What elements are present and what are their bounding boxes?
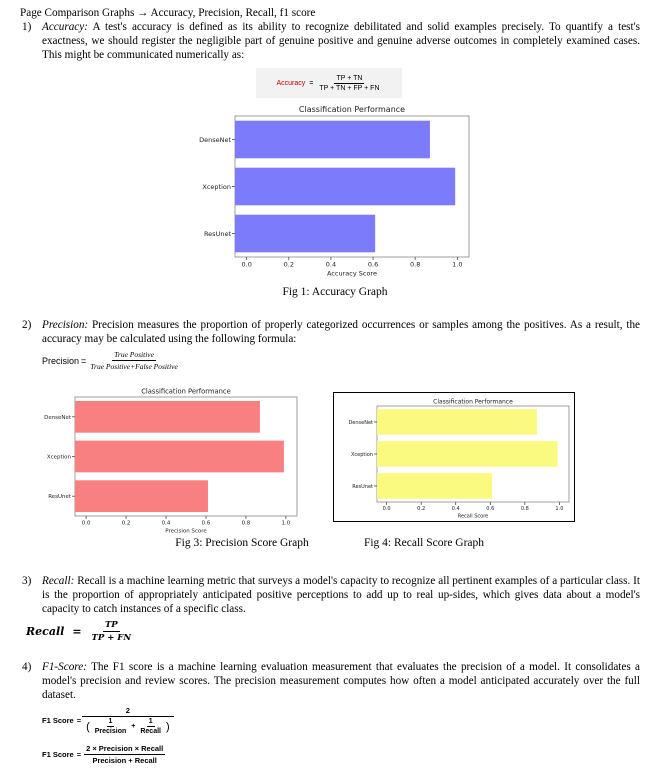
precision-text: Precision measures the proportion of properly categorized occurrences or samples among the positives. As a result, the accuracy may be calculated using the following formula: xyxy=(42,319,640,346)
x-tick-label: 0.6 xyxy=(486,506,495,512)
y-tick-label: ResUnet xyxy=(48,494,71,501)
f1-number: 4) xyxy=(22,661,32,673)
x-tick-label: 0.4 xyxy=(325,260,337,269)
precision-formula-denominator: True Positive+False Positive xyxy=(90,362,178,371)
x-tick-label: 1.0 xyxy=(281,520,291,527)
x-tick-label: 1.0 xyxy=(452,260,463,269)
bar-densenet xyxy=(75,401,260,433)
f1-formula1-numerator: 2 xyxy=(82,706,174,717)
recall-paragraph xyxy=(42,574,640,617)
accuracy-caption: Fig 1: Accuracy Graph xyxy=(282,286,388,298)
accuracy-formula-denominator: TP + TN + FP + FN xyxy=(319,84,380,92)
bar-densenet xyxy=(235,121,430,159)
chart-title: Classification Performance xyxy=(298,105,406,114)
f1-formula1-p-num: 1 xyxy=(108,718,113,725)
x-axis-label: Recall Score xyxy=(457,513,489,520)
y-tick-label: DenseNet xyxy=(348,419,373,426)
y-tick-label: DenseNet xyxy=(199,135,231,144)
accuracy-term: Accuracy: xyxy=(42,21,88,33)
x-tick-label: 0.6 xyxy=(201,520,211,527)
x-tick-label: 0.8 xyxy=(241,520,251,527)
recall-text: Recall is a machine learning metric that surveys a model's capacity to recognize all pertinent examples of a particular class. It is the proportion of appropriately anticipated positive perceptions to add up to real up-sides, which gives data about a model's capacity to catch instances of a specific class. xyxy=(42,575,641,616)
chart-title: Classification Performance xyxy=(433,398,513,406)
f1-formula2-numerator: 2 × Precision × Recall xyxy=(86,744,164,753)
x-tick-label: 0.8 xyxy=(410,260,421,269)
x-tick-label: 0.2 xyxy=(121,520,131,527)
precision-chart xyxy=(30,380,322,536)
x-tick-label: 0.2 xyxy=(417,506,426,512)
f1-formula1-eq: = xyxy=(76,716,82,725)
f1-formula-2 xyxy=(42,744,165,765)
y-tick-label: Xception xyxy=(202,182,231,191)
f1-term: F1-Score: xyxy=(42,661,87,673)
bar-resunet xyxy=(235,215,375,253)
x-axis-label: Accuracy Score xyxy=(327,269,377,278)
recall-formula-lhs: Recall xyxy=(26,625,65,638)
precision-formula-eq: = xyxy=(81,355,87,366)
f1-formula-1: F1 Score = 2 ( $\frac{1}{\text{Precision}}$ + $\frac{1}{\text{Recall}}$ ) xyxy=(42,706,172,735)
precision-formula-numerator: True Positive xyxy=(114,350,154,359)
bar-xception xyxy=(235,168,455,206)
accuracy-chart xyxy=(190,100,480,284)
y-tick-label: ResUnet xyxy=(203,229,231,238)
x-tick-label: 0.0 xyxy=(382,506,391,512)
x-tick-label: 1.0 xyxy=(555,506,564,512)
f1-formula2-denominator: Precision + Recall xyxy=(92,756,157,765)
x-tick-label: 0.6 xyxy=(367,260,379,269)
f1-paragraph xyxy=(42,660,640,703)
precision-formula-lhs: Precision xyxy=(42,355,80,366)
precision-term: Precision: xyxy=(42,319,89,331)
page-heading: Page Comparison Graphs → Accuracy, Precision, Recall, f1 score xyxy=(20,7,316,19)
recall-figure-frame xyxy=(333,392,575,522)
accuracy-paragraph xyxy=(42,20,640,63)
chart-title: Classification Performance xyxy=(141,387,231,396)
f1-formula1-r-den: Recall xyxy=(140,728,161,735)
x-tick-label: 0.8 xyxy=(520,506,529,512)
y-tick-label: Xception xyxy=(350,451,373,458)
accuracy-formula-lhs: Accuracy xyxy=(276,79,306,87)
recall-formula-denominator: TP + FN xyxy=(91,633,132,643)
recall-formula-numerator: TP xyxy=(104,620,118,630)
accuracy-number: 1) xyxy=(22,21,32,33)
accuracy-formula-eq: = xyxy=(309,79,314,87)
bar-xception xyxy=(75,441,284,473)
accuracy-text: A test's accuracy is defined as its ability to recognize debilitated and solid examples precisely. To quantify a test's exactness, we should register the negligible part of genuine positive and genuine adverse outcomes in completely examined cases. This might be communicated numerically as: xyxy=(42,21,640,62)
f1-formula1-plus: + xyxy=(131,723,136,730)
recall-formula-eq: = xyxy=(72,625,82,638)
recall-formula xyxy=(26,620,133,643)
precision-caption: Fig 3: Precision Score Graph xyxy=(175,537,309,549)
accuracy-formula xyxy=(256,68,402,98)
x-tick-label: 0.4 xyxy=(161,520,171,527)
f1-formula1-lhs: F1 Score xyxy=(42,716,74,725)
x-tick-label: 0.4 xyxy=(451,506,460,512)
precision-formula xyxy=(42,350,180,371)
y-tick-label: ResUnet xyxy=(352,483,373,490)
recall-caption: Fig 4: Recall Score Graph xyxy=(363,537,485,549)
x-tick-label: 0.0 xyxy=(81,520,91,527)
f1-formula2-lhs: F1 Score xyxy=(42,750,74,759)
f1-text: The F1 score is a machine learning evaluation measurement that evaluates the precision of a model. It consolidates a model's precision and review scores. The precision measurement computes how often a model anticipated accurately over the full dataset. xyxy=(42,661,640,702)
recall-term: Recall: xyxy=(42,575,75,587)
y-tick-label: Xception xyxy=(46,454,71,461)
precision-paragraph xyxy=(42,318,640,346)
bar-resunet xyxy=(75,480,208,512)
x-tick-label: 0.0 xyxy=(241,260,252,269)
accuracy-formula-numerator: TP + TN xyxy=(336,74,363,82)
f1-formula1-p-den: Precision xyxy=(94,728,127,735)
f1-formula1-r-num: 1 xyxy=(148,718,153,725)
x-tick-label: 0.2 xyxy=(283,260,294,269)
precision-number: 2) xyxy=(22,319,32,331)
f1-formula2-eq: = xyxy=(76,750,82,759)
x-axis-label: Precision Score xyxy=(165,528,207,535)
recall-number: 3) xyxy=(22,575,32,587)
y-tick-label: DenseNet xyxy=(44,414,71,421)
